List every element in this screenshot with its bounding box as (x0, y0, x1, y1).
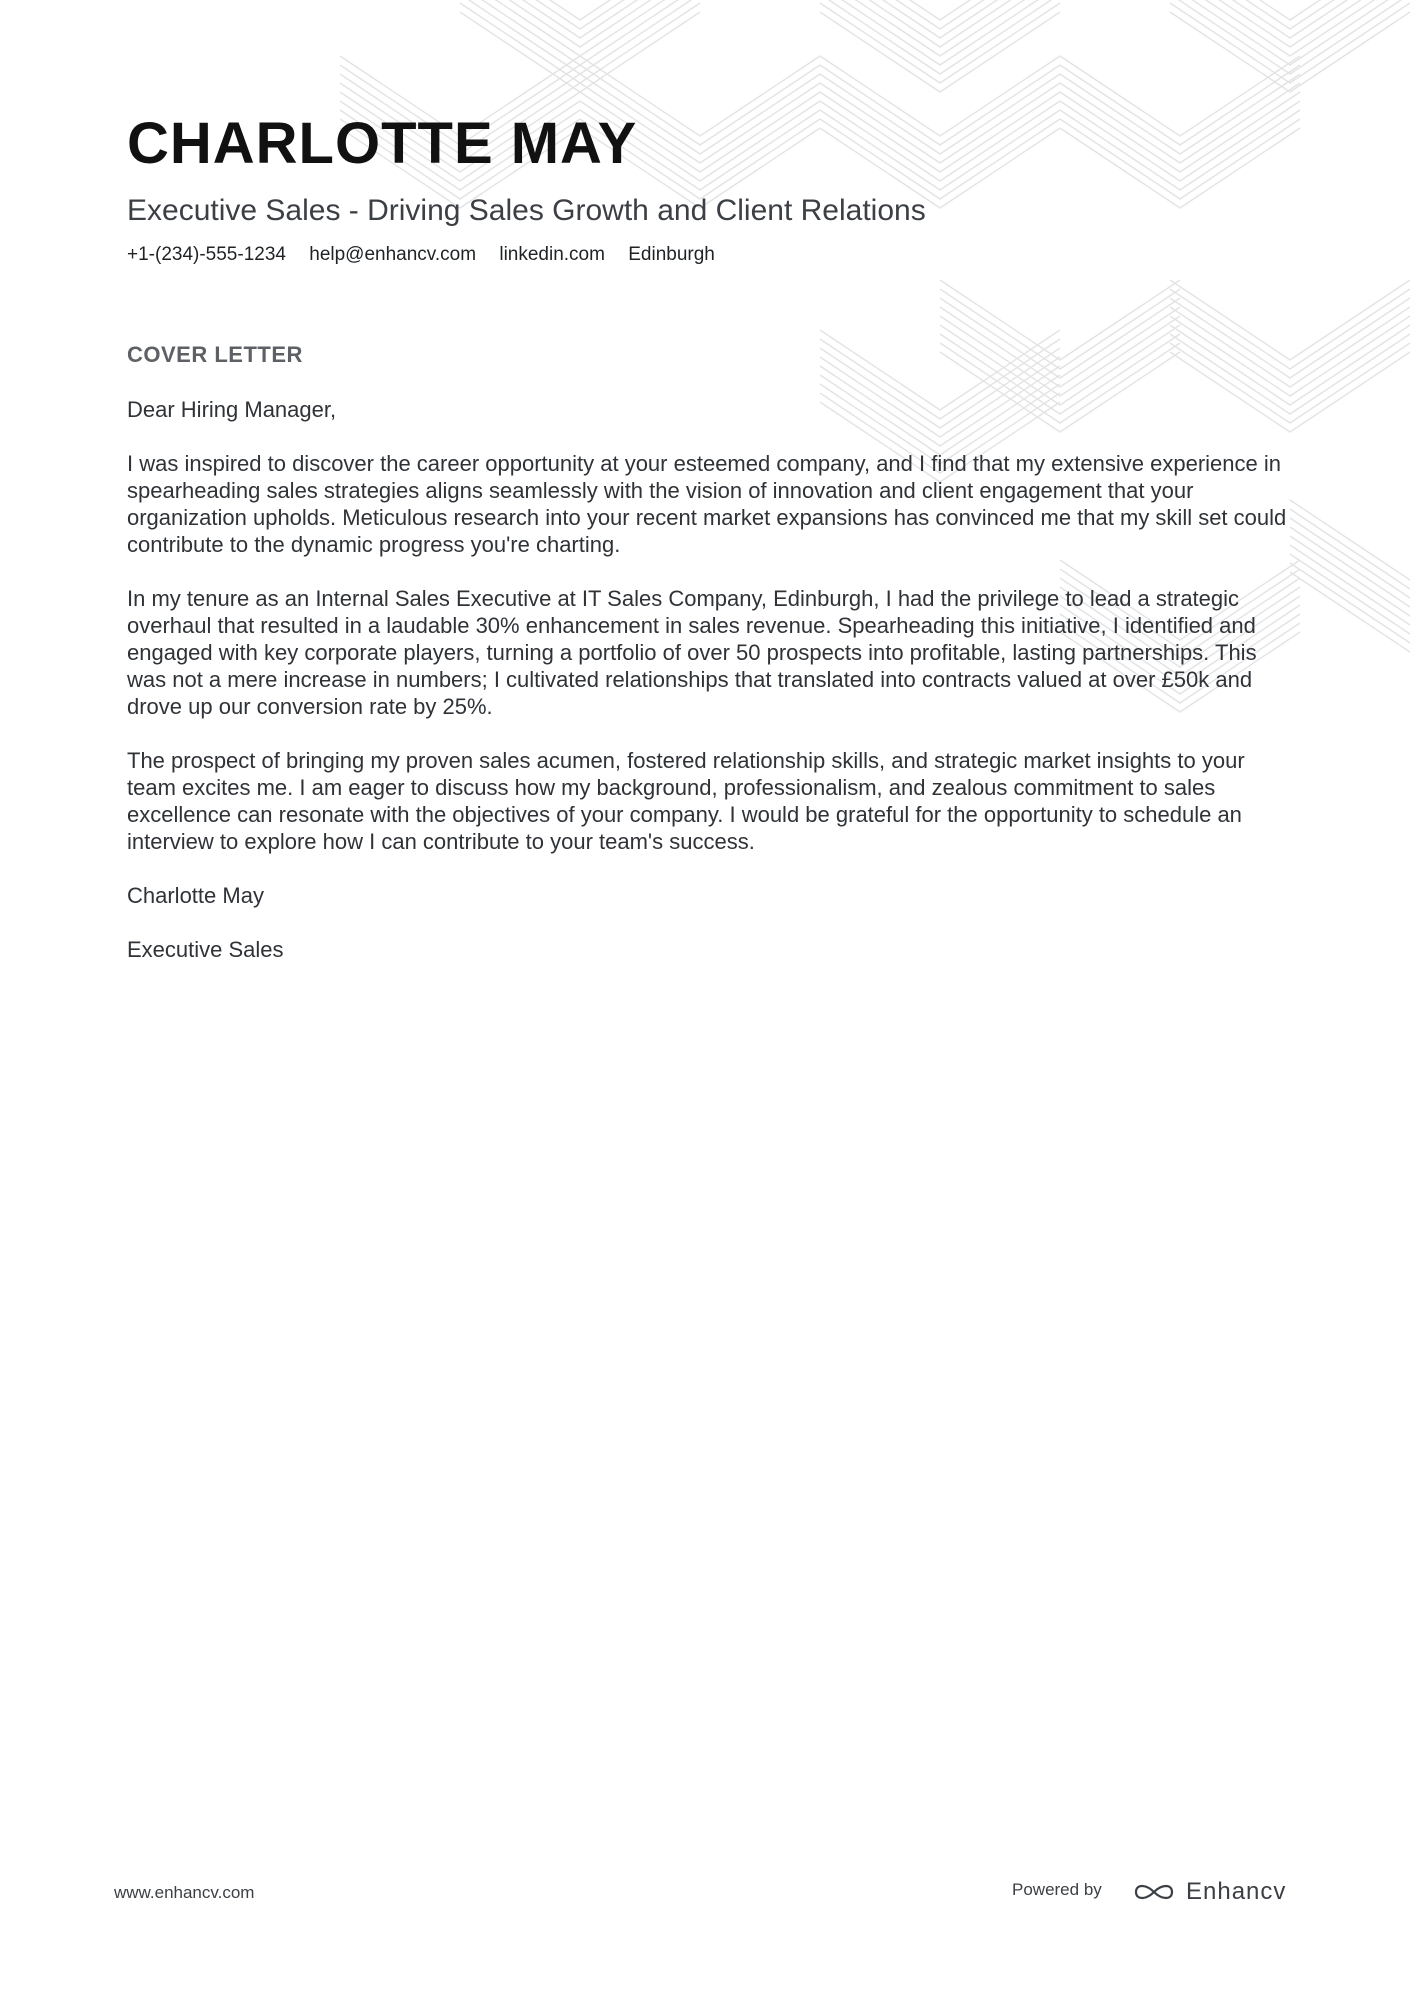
letter-paragraph-2: In my tenure as an Internal Sales Executive at IT Sales Company, Edinburgh, I had the privilege to lead a strategic overhaul that resulted in a laudable 30% enhancement in sales revenue. Spearheading this initiative, I identified and engaged with key corporate players, turning a portfolio of over 50 prospects into profitable, lasting partnerships. This was not a mere increase in numbers; I cultivated relationships that translated into contracts valued at over £50k and drove up our conversion rate by 25%. (127, 586, 1257, 719)
resume-header (127, 110, 1287, 268)
contact-phone: +1-(234)-555-1234 (127, 244, 286, 265)
brand-name: Enhancv (1186, 1878, 1287, 1905)
enhancv-logo-icon (1132, 1880, 1176, 1904)
letter-paragraph-3: The prospect of bringing my proven sales acumen, fostered relationship skills, and strategic market insights to your team excites me. I am eager to discuss how my background, professionalism, and zealous commitment to sales excellence can resonate with the objectives of your company. I would be grateful for the opportunity to schedule an interview to explore how I can contribute to your team's success. (127, 748, 1245, 854)
contact-info (127, 242, 1287, 268)
candidate-headline: Executive Sales - Driving Sales Growth and Client Relations (127, 194, 926, 227)
letter-body (127, 396, 1287, 990)
signature-title: Executive Sales (127, 937, 284, 962)
contact-linkedin[interactable]: linkedin.com (499, 244, 605, 265)
letter-greeting: Dear Hiring Manager, (127, 397, 337, 422)
contact-location: Edinburgh (628, 244, 715, 265)
powered-by-label: Powered by (1012, 1880, 1102, 1899)
contact-email[interactable]: help@enhancv.com (309, 244, 477, 265)
letter-paragraph-1: I was inspired to discover the career opportunity at your esteemed company, and I find that my extensive experience in spearheading sales strategies aligns seamlessly with the vision of innovation and client engagement that your organization upholds. Meticulous research into your recent market expansions has convinced me that my skill set could contribute to the dynamic progress you're charting. (127, 451, 1287, 557)
brand-logo[interactable] (1132, 1874, 1286, 1910)
candidate-name: CHARLOTTE MAY (127, 111, 638, 176)
footer-url[interactable]: www.enhancv.com (114, 1883, 255, 1902)
signature-name: Charlotte May (127, 883, 264, 908)
section-title: COVER LETTER (127, 342, 303, 367)
